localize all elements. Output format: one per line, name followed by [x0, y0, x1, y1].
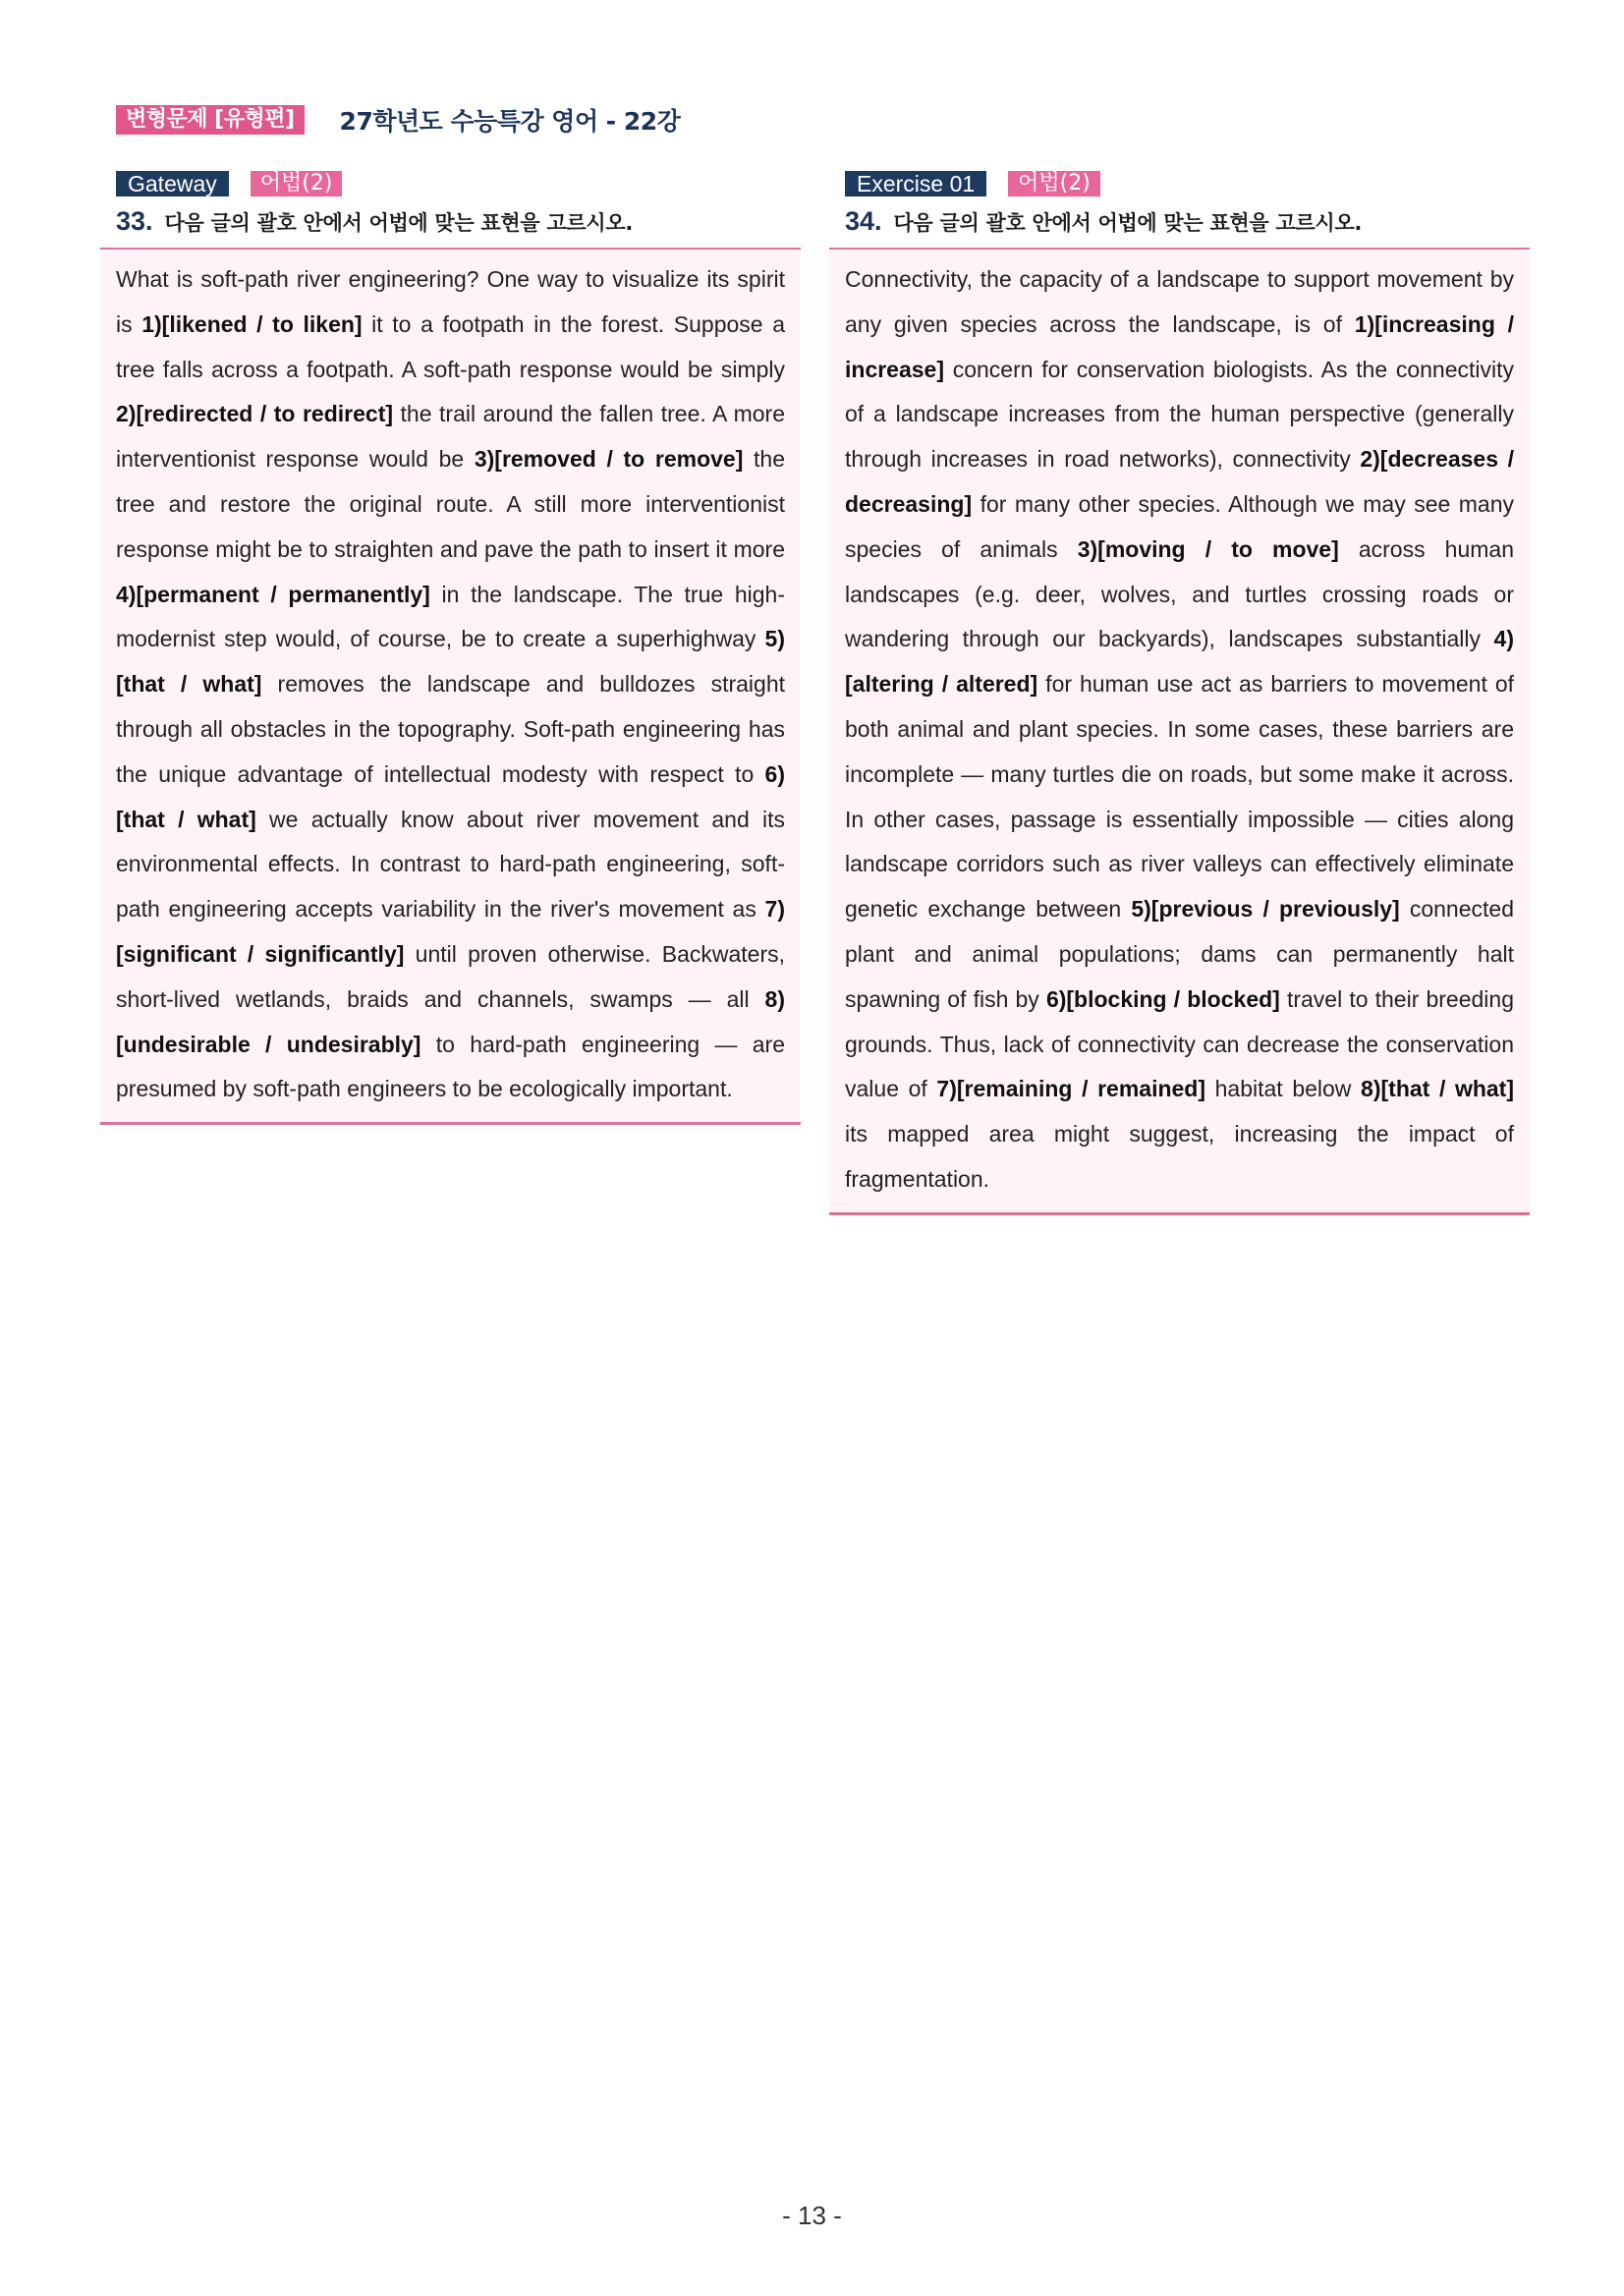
page-number: - 13 -	[782, 2201, 842, 2230]
passage-box	[100, 248, 801, 1125]
answer-choice: 5)[previous / previously]	[1131, 896, 1400, 923]
series-title: 27학년도 수능특강 영어 - 22강	[339, 107, 681, 136]
passage-segment: concern for conservation biologists. As the connectivity of a landscape increases from the human perspective (generally through increases in road networks), connectivity	[845, 356, 1514, 473]
question-34-tags	[829, 171, 1530, 196]
answer-choice: 1)[likened / to liken]	[141, 310, 363, 337]
passage-segment: removes the landscape and bulldozes straight through all obstacles in the topography. Soft-path engineering has the unique advantage of intellectual modesty with respect to	[116, 671, 786, 787]
answer-choice: 6)[that / what]	[116, 760, 785, 832]
passage-segment: in the landscape. The true high-modernist step would, of course, be to create a superhighway	[116, 581, 785, 652]
passage-segment: What is soft-path river engineering? One way to visualize its spirit is	[116, 266, 785, 337]
passage-segment: connected plant and animal populations; dams can permanently halt spawning of fish by	[845, 896, 1514, 1012]
answer-choice: 4)[permanent / permanently]	[116, 581, 430, 607]
passage-segment: habitat below	[1205, 1076, 1362, 1102]
answer-choice: 4)[altering / altered]	[845, 626, 1514, 698]
answer-choice: 5)[that / what]	[116, 626, 785, 698]
passage-segment: for many other species. Although we may see many species of animals	[845, 490, 1514, 562]
question-33-tags	[100, 171, 801, 196]
passage-text	[845, 257, 1514, 1203]
passage-segment: until proven otherwise. Backwaters, short-lived wetlands, braids and channels, swamps — all	[116, 940, 785, 1012]
passage-segment: to hard-path engineering — are presumed by soft-path engineers to be ecologically important.	[116, 1031, 785, 1102]
passage-segment: we actually know about river movement and its environmental effects. In contrast to hard-path engineering, soft-path engineering accepts variability in the river's movement as	[116, 806, 785, 923]
answer-choice: 7)[significant / significantly]	[116, 896, 785, 967]
question-33-header	[100, 206, 801, 242]
passage-segment: Connectivity, the capacity of a landscape to support movement by any given species across the landscape, is of	[845, 266, 1514, 337]
passage-box	[829, 248, 1530, 1215]
answer-choice: 6)[blocking / blocked]	[1045, 985, 1280, 1012]
question-instruction: 다음 글의 괄호 안에서 어법에 맞는 표현을 고르시오.	[893, 211, 1363, 235]
page-header	[116, 104, 680, 136]
gateway-tag: Gateway	[116, 171, 229, 196]
question-number: 34.	[845, 206, 882, 236]
passage-segment: it to a footpath in the forest. Suppose a tree falls across a footpath. A soft-path response would be simply	[116, 310, 785, 382]
grammar-tag: 어법(2)	[251, 171, 343, 196]
answer-choice: 7)[remaining / remained]	[936, 1076, 1206, 1102]
answer-choice: 8)[undesirable / undesirably]	[116, 985, 785, 1057]
question-34-header	[829, 206, 1530, 242]
grammar-tag: 어법(2)	[1008, 171, 1100, 196]
question-33-column	[100, 171, 801, 1125]
passage-segment: its mapped area might suggest, increasing the impact of fragmentation.	[845, 1121, 1514, 1192]
answer-choice: 8)[that / what]	[1361, 1076, 1515, 1102]
passage-segment: for human use act as barriers to movement of both animal and plant species. In some cases, these barriers are incomplete — many turtles die on roads, but some make it across. In other cases, passage is essentially impossible — cities along landscape corridors such as river valleys can effectively eliminate genetic exchange between	[845, 671, 1515, 923]
answer-choice: 3)[moving / to move]	[1077, 535, 1339, 562]
answer-choice: 3)[removed / to remove]	[474, 446, 744, 473]
passage-segment: across human landscapes (e.g. deer, wolves, and turtles crossing roads or wandering through our backyards), landscapes substantially	[845, 535, 1515, 652]
question-instruction: 다음 글의 괄호 안에서 어법에 맞는 표현을 고르시오.	[164, 211, 634, 235]
passage-segment: travel to their breeding grounds. Thus, lack of connectivity can decrease the conservation value of	[845, 985, 1514, 1102]
answer-choice: 2)[redirected / to redirect]	[116, 401, 394, 427]
answer-choice: 1)[increasing / increase]	[845, 310, 1515, 382]
series-tag: 변형문제 [유형편]	[116, 105, 305, 135]
exercise-tag: Exercise 01	[845, 171, 986, 196]
passage-segment: the tree and restore the original route. A still more interventionist response might be to straighten and pave the path to insert it more	[116, 446, 785, 562]
question-number: 33.	[116, 206, 153, 236]
passage-text	[116, 257, 785, 1112]
answer-choice: 2)[decreases / decreasing]	[845, 446, 1515, 517]
question-34-column	[829, 171, 1530, 1215]
passage-segment: the trail around the fallen tree. A more interventionist response would be	[116, 401, 785, 473]
